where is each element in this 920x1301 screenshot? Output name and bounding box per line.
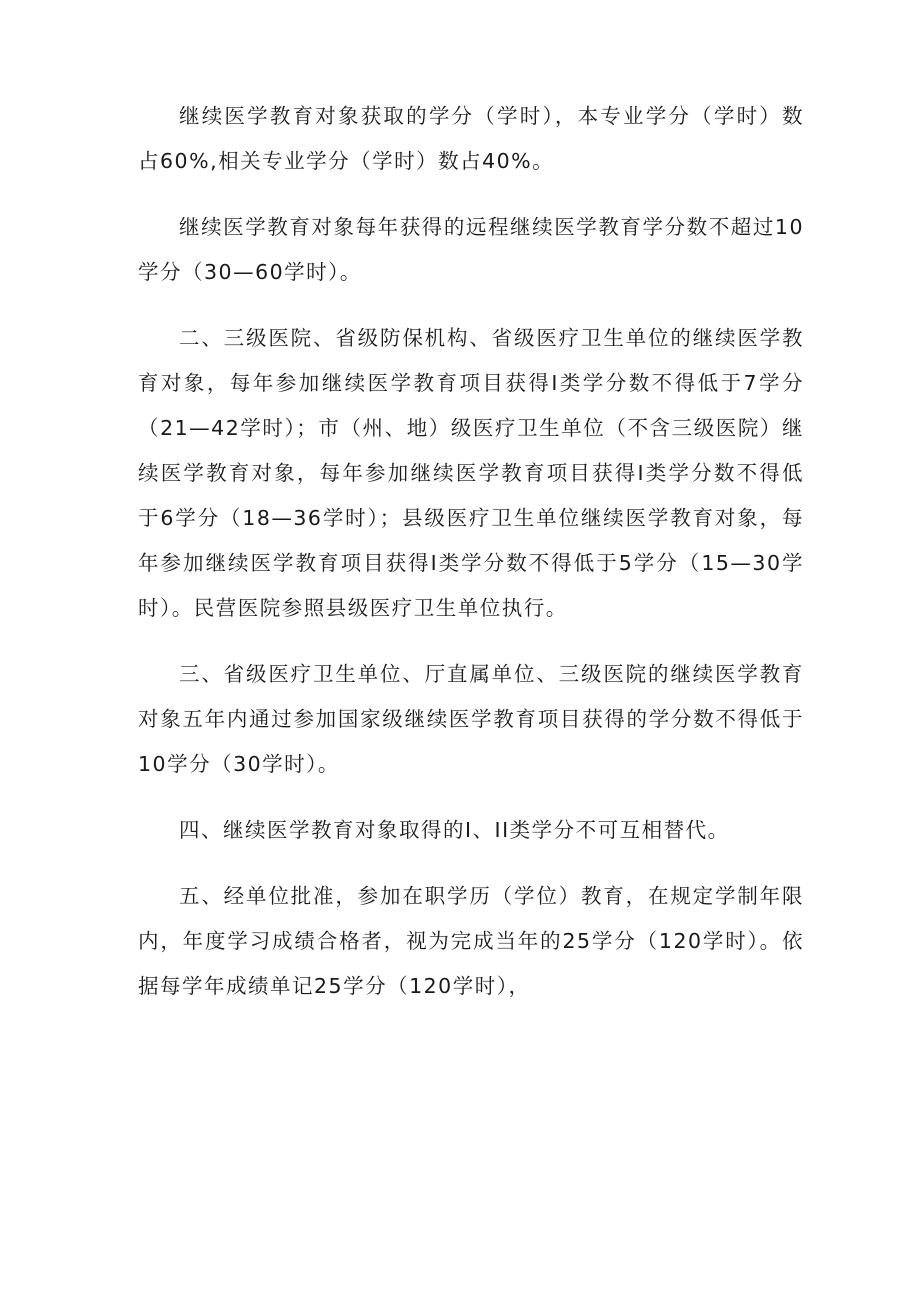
paragraph-credit-ratio: 继续医学教育对象获取的学分（学时），本专业学分（学时）数占60%,相关专业学分（学时）数占40%。 <box>138 104 804 173</box>
document-body <box>138 94 804 1030</box>
paragraph-section-two: 二、三级医院、省级防保机构、省级医疗卫生单位的继续医学教育对象，每年参加继续医学教育项目获得I类学分数不得低于7学分（21—42学时）；市（州、地）级医疗卫生单位（不含三级医院）继续医学教育对象，每年参加继续医学教育项目获得I类学分数不得低于6学分（18—36学时）；县级医疗卫生单位继续医学教育对象，每年参加继续医学教育项目获得I类学分数不得低于5学分（15—30学时）。民营医院参照县级医疗卫生单位执行。 <box>138 326 804 620</box>
paragraph-section-five: 五、经单位批准，参加在职学历（学位）教育，在规定学制年限内，年度学习成绩合格者，视为完成当年的25学分（120学时）。依据每学年成绩单记25学分（120学时）， <box>138 884 804 998</box>
paragraph-remote-credit-limit: 继续医学教育对象每年获得的远程继续医学教育学分数不超过10学分（30—60学时）。 <box>138 215 804 284</box>
paragraph-section-three: 三、省级医疗卫生单位、厅直属单位、三级医院的继续医学教育对象五年内通过参加国家级继续医学教育项目获得的学分数不得低于10学分（30学时）。 <box>138 662 804 776</box>
paragraph-section-four: 四、继续医学教育对象取得的I、II类学分不可互相替代。 <box>179 818 730 842</box>
